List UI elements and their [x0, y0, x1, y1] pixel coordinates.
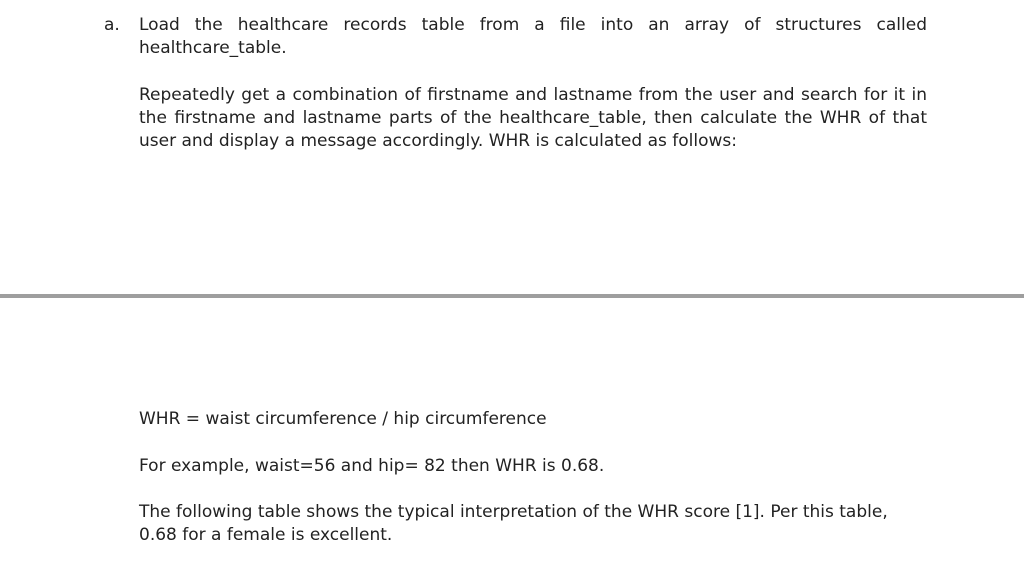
whr-table-note: The following table shows the typical interpretation of the WHR score [1]. Per this table, 0.68 for a female is excellent.: [139, 502, 888, 545]
question-paragraph-search-user: Repeatedly get a combination of firstname and lastname from the user and search for it in the firstname and lastname parts of the healthcare_table, then calculate the WHR of that user and display a message accordingly. WHR is calculated as follows:: [139, 85, 927, 151]
list-marker: a.: [104, 15, 120, 35]
page-divider: [0, 294, 1024, 298]
question-paragraph-load-table: Load the healthcare records table from a file into an array of structures called healthcare_table.: [139, 15, 927, 58]
whr-example: For example, waist=56 and hip= 82 then WHR is 0.68.: [139, 456, 605, 476]
whr-formula: WHR = waist circumference / hip circumference: [139, 409, 547, 429]
